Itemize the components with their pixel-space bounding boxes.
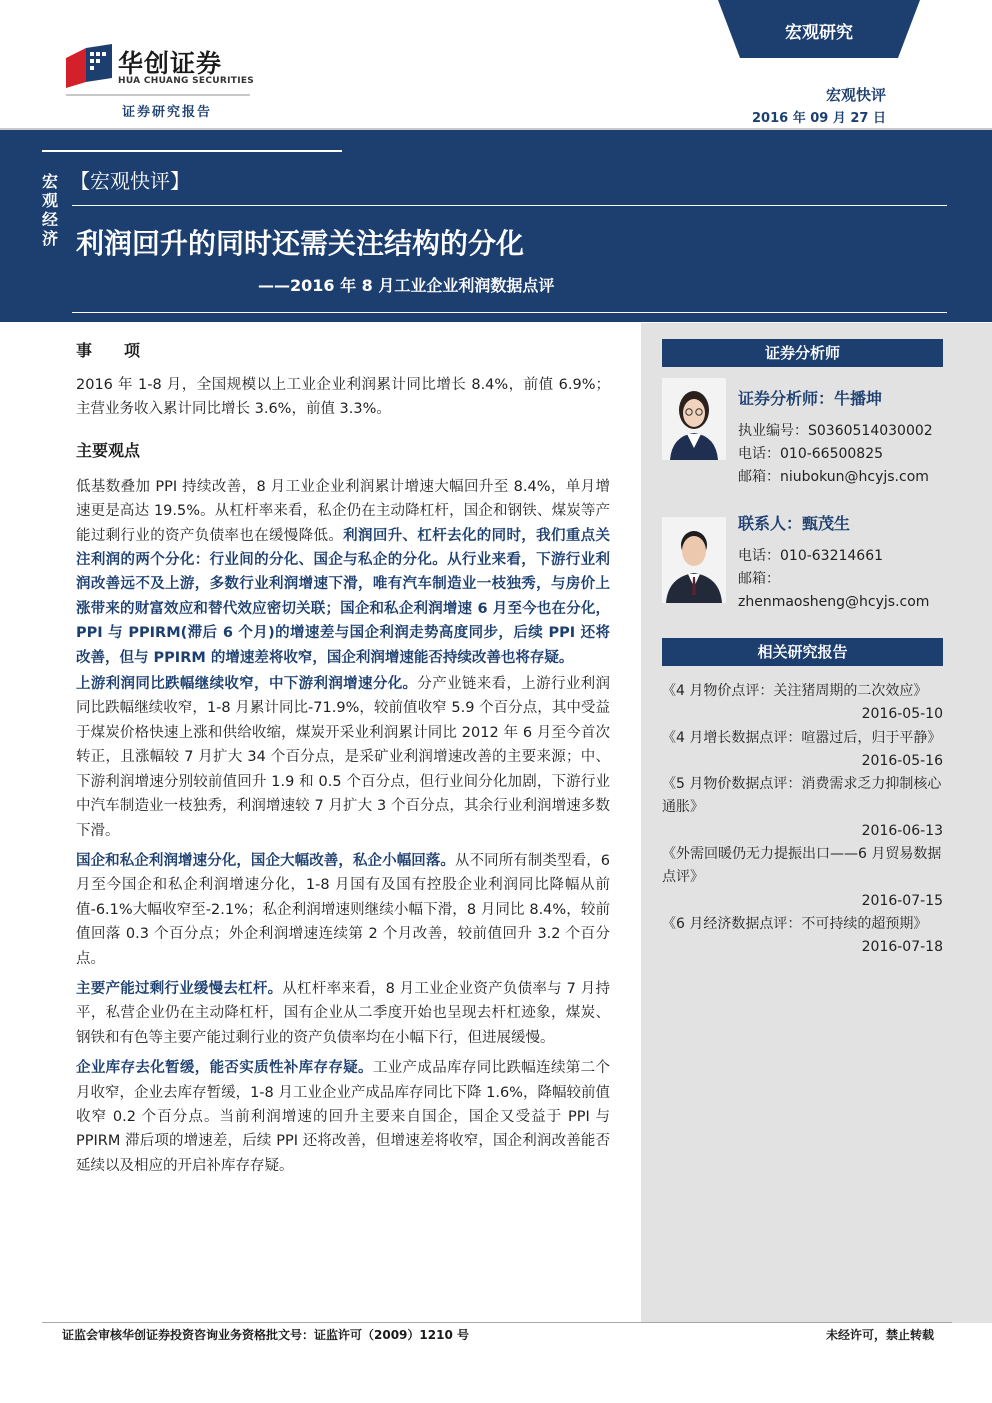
related-report-title: 《5 月物价数据点评：消费需求乏力抑制核心通胀》 <box>662 776 942 816</box>
related-report-item[interactable] <box>662 913 943 960</box>
category-vertical-label <box>40 172 60 248</box>
footer-copyright: 未经许可，禁止转载 <box>826 1328 935 1342</box>
related-report-date: 2016-06-13 <box>861 822 943 839</box>
category-char: 济 <box>41 229 58 248</box>
report-subtitle: ——2016 年 8 月工业企业利润数据点评 <box>258 276 555 295</box>
analyst-email[interactable]: 邮箱：niubokun@hcyjs.com <box>738 469 929 485</box>
related-report-date: 2016-07-15 <box>861 892 943 909</box>
related-report-item[interactable] <box>662 773 943 843</box>
section-title-event: 事 项 <box>76 341 141 360</box>
banner-rule-bottom <box>72 312 947 313</box>
related-report-item[interactable] <box>662 680 943 727</box>
paragraph-text: 从不同所有制类型看，6 月至今国企和私企利润增速分化，1-8 月国有及国有控股企业利润同比降幅从前值-6.1%大幅收窄至-2.1%；私企利润增速则继续小幅下滑，8 月同比 8.4%，较前值回落 0.3 个百分点；外企利润增速连续第 2 个月改善，较前值回升 3.2 个百分点。 <box>76 852 610 967</box>
related-report-item[interactable] <box>662 843 943 913</box>
logo-cube-icon <box>66 44 114 88</box>
related-report-item[interactable] <box>662 727 943 774</box>
contact-email[interactable]: zhenmaosheng@hcyjs.com <box>738 594 930 610</box>
analyst-header: 证券分析师 <box>662 339 943 367</box>
related-report-title: 《6 月经济数据点评：不可持续的超预期》 <box>662 915 928 932</box>
paragraph-lead: 企业库存去化暂缓，能否实质性补库存存疑。 <box>76 1060 373 1077</box>
paragraph-emphasis: 利润回升、杠杆去化的同时，我们重点关注利润的两个分化：行业间的分化、国企与私企的分化。从行业来看，下游行业利润改善远不及上游，多数行业利润增速下滑，唯有汽车制造业一枝独秀，与房价上涨带来的财富效应和替代效应密切关联；国企和私企利润增速 6 月至今也在分化，PPI 与 PPIRM(滞后 6 个月)的增速差与国企利润走势高度同步，后续 PPI 还将改善，但与 PPIRM 的增速差将收窄，国企利润增速能否持续改善也将存疑。 <box>76 527 610 666</box>
event-paragraph: 2016 年 1-8 月，全国规模以上工业企业利润累计同比增长 8.4%，前值 6.9%；主营业务收入累计同比增长 3.6%，前值 3.3%。 <box>76 377 610 418</box>
category-char: 经 <box>41 210 58 229</box>
related-report-date: 2016-07-18 <box>861 939 943 956</box>
paragraph-text: 从杠杆率来看，8 月工业企业资产负债率与 7 月持平，私营企业仍在主动降杠杆，国有企业从二季度开始也呈现去杆杠迹象，煤炭、钢铁和有色等主要产能过剩行业的资产负债率均在小幅下行，但进展缓慢。 <box>76 980 610 1046</box>
footer-license: 证监会审核华创证券投资咨询业务资格批文号：证监许可（2009）1210 号 <box>62 1328 469 1342</box>
corner-tag: 宏观研究 <box>785 23 853 43</box>
company-name-cn: 华创证券 <box>118 49 223 78</box>
report-date: 2016 年 09 月 27 日 <box>752 111 886 126</box>
analyst-photo <box>662 378 726 460</box>
related-report-date: 2016-05-16 <box>861 752 943 769</box>
paragraph-lead: 国企和私企利润增速分化，国企大幅改善，私企小幅回落。 <box>76 852 455 869</box>
report-label: 证券研究报告 <box>122 105 213 120</box>
paragraph-text: 低基数叠加 PPI 持续改善，8 月工业企业利润累计增速大幅回升至 8.4%，单月增速更是高达 19.5%。从杠杆率来看，私企仍在主动降杠杆，国企和钢铁、煤炭等产能过剩行业的资产负债率也在缓慢降低。 <box>76 478 610 544</box>
analyst-phone: 电话：010-66500825 <box>738 446 884 462</box>
view-paragraph-1 <box>76 475 610 670</box>
related-report-title: 《4 月增长数据点评：喧嚣过后，归于平静》 <box>662 729 942 746</box>
view-paragraph-3 <box>76 849 610 971</box>
analyst-license: 执业编号：S0360514030002 <box>738 423 933 439</box>
category-char: 宏 <box>41 172 58 191</box>
logo-divider <box>66 94 250 96</box>
related-reports-list <box>662 680 943 960</box>
banner-rule-middle <box>72 205 947 206</box>
contact-email-label: 邮箱： <box>738 571 780 587</box>
related-reports-header: 相关研究报告 <box>662 638 943 666</box>
related-report-title: 《4 月物价点评：关注猪周期的二次效应》 <box>662 683 928 699</box>
company-logo <box>66 44 256 120</box>
view-paragraph-5 <box>76 1056 610 1178</box>
contact-phone: 电话：010-63214661 <box>738 548 884 564</box>
company-name-en: HUA CHUANG SECURITIES <box>118 76 255 86</box>
paragraph-text: 分产业链来看，上游行业利润同比跌幅继续收窄，1-8 月累计同比-71.9%，较前值收窄 5.9 个百分点，其中受益于煤炭价格快速上涨和供给收缩，煤炭开采业利润累计同比 2012 年 6 月至今首次转正，且涨幅较 7 月扩大 34 个百分点，是采矿业利润增速改善的主要来源；中、下游利润增速分别较前值回升 1.9 和 0.5 个百分点，但行业间分化加剧，下游行业中汽车制造业一枝独秀，利润增速较 7 月扩大 3 个百分点，其余行业利润增速多数下滑。 <box>76 676 611 839</box>
footer-divider <box>42 1322 952 1323</box>
report-kicker: 【宏观快评】 <box>70 169 190 193</box>
contact-photo <box>662 517 726 603</box>
report-type: 宏观快评 <box>825 86 886 104</box>
view-paragraph-4 <box>76 977 610 1050</box>
contact-name: 联系人：甄茂生 <box>738 514 851 533</box>
category-char: 观 <box>41 191 58 210</box>
paragraph-text: 工业产成品库存同比跌幅连续第二个月收窄，企业去库存暂缓，1-8 月工业企业产成品库存同比下降 1.6%，降幅较前值收窄 0.2 个百分点。当前利润增速的回升主要来自国企，国企又受益于 PPI 与 PPIRM 滞后项的增速差，后续 PPI 还将改善，但增速差将收窄，国企利润改善能否延续以及相应的开启补库存存疑。 <box>76 1060 611 1174</box>
view-paragraph-2 <box>76 672 610 843</box>
paragraph-lead: 主要产能过剩行业缓慢去杠杆。 <box>76 980 283 997</box>
banner-rule-top <box>42 150 342 152</box>
section-title-views: 主要观点 <box>76 440 141 460</box>
main-content <box>76 336 610 1178</box>
paragraph-lead: 上游利润同比跌幅继续收窄，中下游利润增速分化。 <box>76 676 418 693</box>
related-report-title: 《外需回暖仍无力提振出口——6 月贸易数据点评》 <box>662 846 942 886</box>
analyst-name: 证券分析师：牛播坤 <box>738 389 883 408</box>
report-title: 利润回升的同时还需关注结构的分化 <box>76 227 525 260</box>
related-report-date: 2016-05-10 <box>861 706 943 723</box>
